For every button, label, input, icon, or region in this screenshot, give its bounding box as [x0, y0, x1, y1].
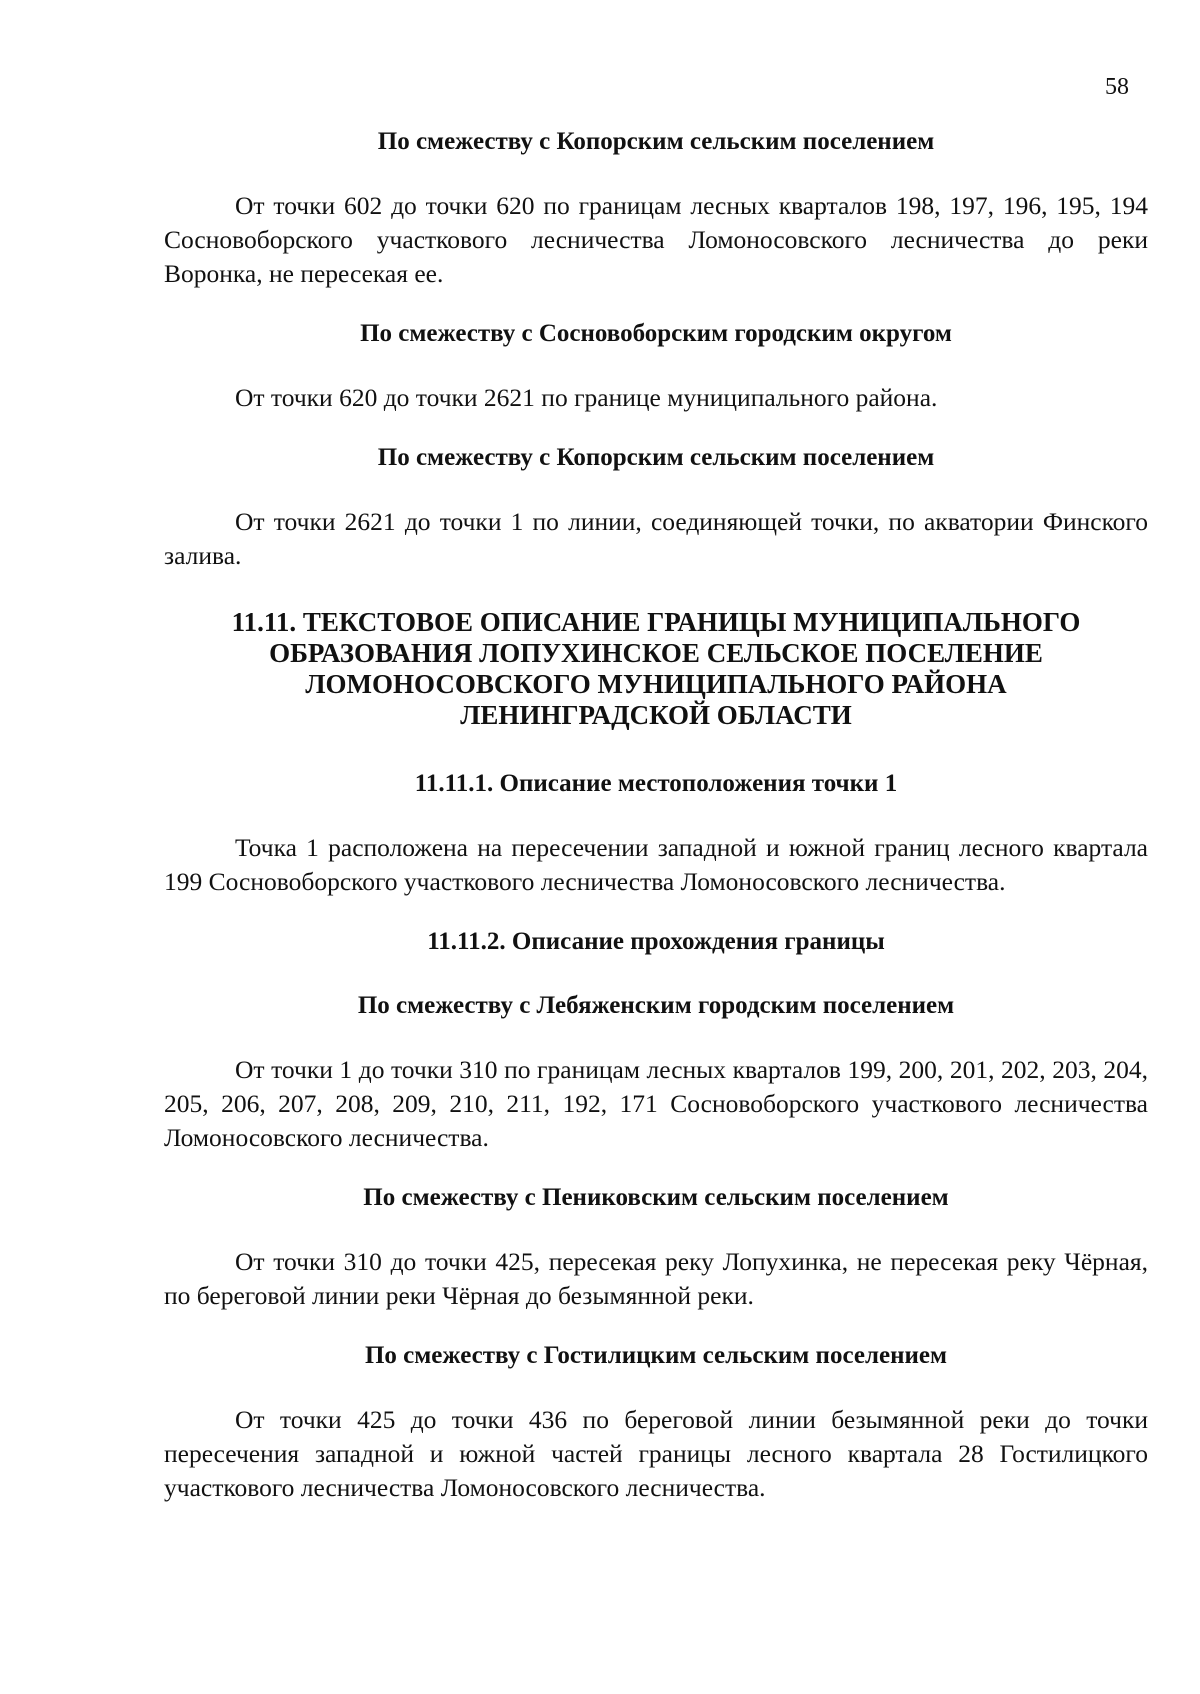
section-heading-koporskoe-1: По смежеству с Копорским сельским поселением — [377, 128, 935, 155]
main-heading-line: 11.11. ТЕКСТОВОЕ ОПИСАНИЕ ГРАНИЦЫ МУНИЦИПАЛЬНОГО — [231, 607, 1081, 637]
section-heading-penikovskoe: По смежеству с Пениковским сельским поселением — [363, 1184, 949, 1211]
main-heading-line: ОБРАЗОВАНИЯ ЛОПУХИНСКОЕ СЕЛЬСКОЕ ПОСЕЛЕНИЕ — [269, 638, 1043, 668]
section-heading-gostilitskoe: По смежеству с Гостилицким сельским поселением — [364, 1342, 948, 1369]
page-number: 58 — [1105, 74, 1129, 100]
paragraph-boundary-310-425: От точки 310 до точки 425, пересекая реку Лопухинка, не пересекая реку Чёрная, по береговой линии реки Чёрная до безымянной реки. — [164, 1247, 1148, 1310]
paragraph-boundary-620-2621: От точки 620 до точки 2621 по границе муниципального района. — [235, 383, 938, 412]
paragraph-boundary-1-310: От точки 1 до точки 310 по границам лесных кварталов 199, 200, 201, 202, 203, 204, 205, 206, 207, 208, 209, 210, 211, 192, 171 Сосновоборского участкового лесничества Ломоносовского лесничества. — [164, 1055, 1148, 1152]
main-heading-line: ЛОМОНОСОВСКОГО МУНИЦИПАЛЬНОГО РАЙОНА — [305, 669, 1007, 699]
main-section-heading — [164, 607, 1148, 731]
paragraph-point-1-location: Точка 1 расположена на пересечении западной и южной границ лесного квартала 199 Сосновоборского участкового лесничества Ломоносовского лесничества. — [164, 833, 1148, 896]
paragraph-boundary-425-436: От точки 425 до точки 436 по береговой линии безымянной реки до точки пересечения западной и южной частей границы лесного квартала 28 Гостилицкого участкового лесничества Ломоносовского лесничества. — [164, 1405, 1148, 1502]
subsection-heading-point-location: 11.11.1. Описание местоположения точки 1 — [414, 770, 898, 797]
section-heading-sosnovoborsk: По смежеству с Сосновоборским городским округом — [360, 320, 952, 347]
paragraph-boundary-2621-1: От точки 2621 до точки 1 по линии, соединяющей точки, по акватории Финского залива. — [164, 507, 1148, 570]
document-body — [164, 125, 1148, 1505]
paragraph-boundary-602-620: От точки 602 до точки 620 по границам лесных кварталов 198, 197, 196, 195, 194 Сосновоборского участкового лесничества Ломоносовского лесничества до реки Воронка, не пересекая ее. — [164, 191, 1148, 288]
main-heading-line: ЛЕНИНГРАДСКОЙ ОБЛАСТИ — [460, 700, 852, 730]
subsection-heading-boundary-route: 11.11.2. Описание прохождения границы — [427, 928, 885, 955]
section-heading-koporskoe-2: По смежеству с Копорским сельским поселением — [377, 444, 935, 471]
section-heading-lebyazhye: По смежеству с Лебяженским городским поселением — [357, 992, 955, 1019]
